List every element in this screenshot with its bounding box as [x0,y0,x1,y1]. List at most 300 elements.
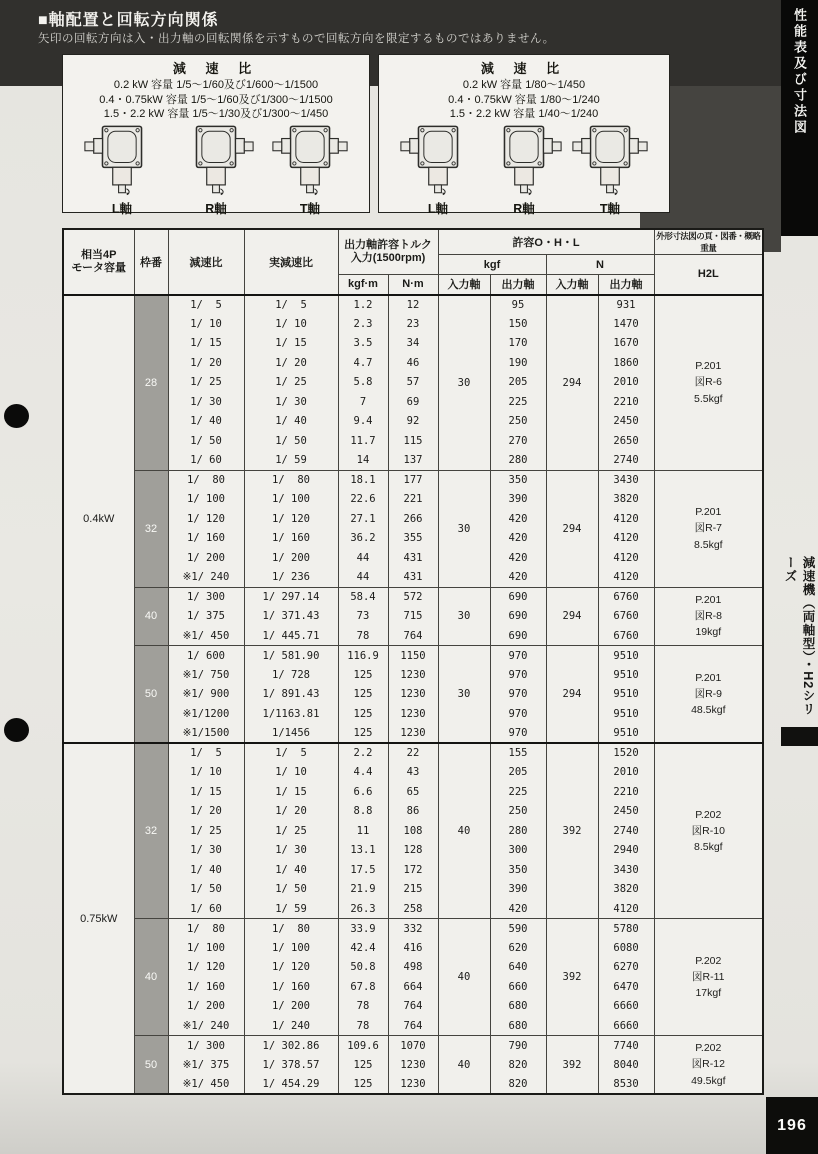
actual-ratio-cell: 1/ 120 [244,509,338,529]
ratio-cell: ※1/ 240 [168,1016,244,1036]
input-shaft-kgf-cell: 40 [438,1036,490,1095]
output-shaft-n-cell: 9510 [598,646,654,666]
torque-kgfm-cell: 50.8 [338,958,388,978]
actual-ratio-cell: 1/ 100 [244,490,338,510]
ratio-cell: ※1/1200 [168,704,244,724]
actual-ratio-cell: 1/ 236 [244,568,338,588]
input-shaft-n-cell: 392 [546,743,598,919]
output-shaft-n-cell: 4120 [598,899,654,919]
actual-ratio-cell: 1/ 454.29 [244,1075,338,1095]
ratio-cell: 1/ 375 [168,607,244,627]
note-figure: 図R-8 [694,610,722,623]
frame-number-cell: 40 [134,587,168,646]
output-shaft-kgf-cell: 390 [490,880,546,900]
output-shaft-kgf-cell: 680 [490,1016,546,1036]
torque-kgfm-cell: 125 [338,704,388,724]
col-dimension-ref: 外形寸法図の頁・図番・概略重量 [654,229,763,255]
actual-ratio-cell: 1/ 371.43 [244,607,338,627]
torque-kgfm-cell: 8.8 [338,802,388,822]
side-tab-performance [781,0,818,236]
output-shaft-n-cell: 3820 [598,490,654,510]
gearbox-l-axis-icon [397,123,479,199]
actual-ratio-cell: 1/ 59 [244,451,338,471]
output-shaft-n-cell: 2650 [598,431,654,451]
side-tab-series [784,556,814,728]
output-shaft-kgf-cell: 590 [490,919,546,939]
ratio-cell: 1/ 25 [168,821,244,841]
ratio-cell: 1/ 10 [168,314,244,334]
torque-nm-cell: 764 [388,997,438,1017]
output-shaft-kgf-cell: 970 [490,685,546,705]
torque-nm-cell: 22 [388,743,438,763]
note-page: P.201 [695,506,722,519]
torque-kgfm-cell: 73 [338,607,388,627]
output-shaft-kgf-cell: 280 [490,821,546,841]
output-shaft-kgf-cell: 820 [490,1055,546,1075]
ratio-cell: 1/ 200 [168,548,244,568]
torque-kgfm-cell: 27.1 [338,509,388,529]
ratio-box-left [62,54,370,216]
ratio-box-line: 1.5・2.2 kW 容量 1/5～1/30及び1/300～1/450 [103,108,329,121]
shaft-label: L軸 [111,201,133,216]
table-row [63,587,763,607]
output-shaft-kgf-cell: 350 [490,860,546,880]
table-row [63,1036,763,1056]
actual-ratio-cell: 1/ 891.43 [244,685,338,705]
torque-nm-cell: 46 [388,353,438,373]
table-header [63,229,763,295]
output-shaft-kgf-cell: 790 [490,1036,546,1056]
output-shaft-n-cell: 9510 [598,665,654,685]
output-shaft-n-cell: 2010 [598,373,654,393]
input-shaft-n-cell: 294 [546,587,598,646]
output-shaft-n-cell: 6760 [598,587,654,607]
dimension-note-cell [654,587,763,646]
ratio-box-title: 減 速 比 [480,61,568,76]
col-nm: N·m [388,275,438,295]
torque-kgfm-cell: 4.4 [338,763,388,783]
output-shaft-n-cell: 2940 [598,841,654,861]
torque-kgfm-cell: 22.6 [338,490,388,510]
table-row [63,743,763,763]
input-shaft-kgf-cell: 40 [438,919,490,1036]
torque-nm-cell: 108 [388,821,438,841]
col-frame-number: 枠番 [134,229,168,295]
actual-ratio-cell: 1/ 50 [244,880,338,900]
frame-number-cell: 32 [134,743,168,919]
output-shaft-kgf-cell: 620 [490,938,546,958]
torque-kgfm-cell: 9.4 [338,412,388,432]
ratio-box-line: 1.5・2.2 kW 容量 1/40～1/240 [449,108,599,121]
ratio-cell: ※1/ 750 [168,665,244,685]
frame-number-cell: 50 [134,1036,168,1095]
col-input-shaft-n: 入力軸 [546,275,598,295]
output-shaft-n-cell: 9510 [598,724,654,744]
actual-ratio-cell: 1/ 302.86 [244,1036,338,1056]
shaft-label: L軸 [427,201,449,216]
output-shaft-kgf-cell: 420 [490,509,546,529]
actual-ratio-cell: 1/ 25 [244,821,338,841]
actual-ratio-cell: 1/ 15 [244,334,338,354]
torque-kgfm-cell: 67.8 [338,977,388,997]
actual-ratio-cell: 1/ 5 [244,295,338,315]
torque-kgfm-cell: 36.2 [338,529,388,549]
actual-ratio-cell: 1/ 200 [244,548,338,568]
output-shaft-n-cell: 5780 [598,919,654,939]
torque-nm-cell: 65 [388,782,438,802]
actual-ratio-cell: 1/ 445.71 [244,626,338,646]
ratio-cell: 1/ 120 [168,958,244,978]
output-shaft-kgf-cell: 690 [490,587,546,607]
shaft-fig-l [81,123,163,217]
torque-kgfm-cell: 44 [338,548,388,568]
output-shaft-kgf-cell: 970 [490,724,546,744]
ratio-cell: 1/ 60 [168,451,244,471]
output-shaft-kgf-cell: 970 [490,665,546,685]
output-shaft-n-cell: 4120 [598,568,654,588]
note-figure: 図R-7 [694,522,722,535]
section-title: ■軸配置と回転方向関係 [38,12,219,29]
note-weight: 8.5kgf [693,538,723,551]
ratio-cell: 1/ 30 [168,392,244,412]
torque-nm-cell: 764 [388,626,438,646]
torque-kgfm-cell: 78 [338,997,388,1017]
shaft-label: R軸 [205,201,227,216]
col-output-shaft-n: 出力軸 [598,275,654,295]
table-row [63,470,763,490]
output-shaft-n-cell: 2210 [598,782,654,802]
output-shaft-n-cell: 2450 [598,412,654,432]
capacity-cell: 0.75kW [63,743,134,1094]
dimension-note-cell [654,919,763,1036]
torque-kgfm-cell: 116.9 [338,646,388,666]
torque-kgfm-cell: 42.4 [338,938,388,958]
ratio-box-lines [67,78,365,122]
actual-ratio-cell: 1/1456 [244,724,338,744]
spec-table-wrap [62,228,762,1095]
ratio-cell: 1/ 15 [168,334,244,354]
shaft-label: R軸 [513,201,535,216]
punch-hole-bottom [4,718,29,742]
ratio-cell: 1/ 40 [168,860,244,880]
input-shaft-kgf-cell: 40 [438,743,490,919]
shaft-label: T軸 [599,201,621,216]
ratio-cell: 1/ 300 [168,1036,244,1056]
torque-nm-cell: 23 [388,314,438,334]
output-shaft-n-cell: 6760 [598,626,654,646]
output-shaft-n-cell: 2740 [598,451,654,471]
torque-kgfm-cell: 3.5 [338,334,388,354]
output-shaft-n-cell: 6270 [598,958,654,978]
torque-kgfm-cell: 78 [338,1016,388,1036]
shaft-fig-r [483,123,565,217]
output-shaft-kgf-cell: 205 [490,763,546,783]
output-shaft-kgf-cell: 150 [490,314,546,334]
ratio-box-line: 0.2 kW 容量 1/80～1/450 [462,79,586,91]
torque-nm-cell: 177 [388,470,438,490]
output-shaft-kgf-cell: 970 [490,646,546,666]
torque-kgfm-cell: 33.9 [338,919,388,939]
output-shaft-n-cell: 6470 [598,977,654,997]
torque-nm-cell: 221 [388,490,438,510]
actual-ratio-cell: 1/ 240 [244,1016,338,1036]
torque-kgfm-cell: 26.3 [338,899,388,919]
output-shaft-n-cell: 2210 [598,392,654,412]
torque-kgfm-cell: 125 [338,665,388,685]
actual-ratio-cell: 1/ 160 [244,529,338,549]
ratio-cell: 1/ 30 [168,841,244,861]
ratio-cell: ※1/ 900 [168,685,244,705]
ratio-cell: ※1/ 450 [168,626,244,646]
output-shaft-n-cell: 9510 [598,704,654,724]
torque-kgfm-cell: 125 [338,1075,388,1095]
torque-kgfm-cell: 125 [338,1055,388,1075]
note-figure: 図R-12 [691,1058,725,1071]
torque-kgfm-cell: 11 [338,821,388,841]
ratio-box-lines [383,78,665,122]
torque-kgfm-cell: 13.1 [338,841,388,861]
output-shaft-n-cell: 6660 [598,997,654,1017]
torque-nm-cell: 43 [388,763,438,783]
output-shaft-n-cell: 3430 [598,470,654,490]
col-reduction-ratio: 減速比 [168,229,244,295]
dimension-note-cell [654,646,763,744]
gearbox-t-axis-icon [269,123,351,199]
torque-nm-cell: 1230 [388,1075,438,1095]
torque-nm-cell: 69 [388,392,438,412]
torque-nm-cell: 92 [388,412,438,432]
ratio-cell: 1/ 100 [168,938,244,958]
output-shaft-kgf-cell: 680 [490,997,546,1017]
input-shaft-kgf-cell: 30 [438,646,490,744]
ratio-cell: 1/ 25 [168,373,244,393]
output-shaft-kgf-cell: 280 [490,451,546,471]
torque-kgfm-cell: 125 [338,685,388,705]
ratio-cell: 1/ 80 [168,470,244,490]
torque-kgfm-cell: 1.2 [338,295,388,315]
output-shaft-n-cell: 8040 [598,1055,654,1075]
note-weight: 49.5kgf [691,1074,726,1087]
torque-kgfm-cell: 6.6 [338,782,388,802]
output-shaft-kgf-cell: 225 [490,392,546,412]
torque-nm-cell: 1150 [388,646,438,666]
col-output-torque: 出力軸許容トルク 入力(1500rpm) [338,229,438,275]
output-shaft-kgf-cell: 270 [490,431,546,451]
input-shaft-n-cell: 392 [546,1036,598,1095]
ratio-cell: 1/ 60 [168,899,244,919]
actual-ratio-cell: 1/ 40 [244,412,338,432]
ratio-cell: 1/ 100 [168,490,244,510]
note-page: P.201 [695,360,722,373]
torque-nm-cell: 86 [388,802,438,822]
output-shaft-kgf-cell: 190 [490,353,546,373]
output-shaft-kgf-cell: 95 [490,295,546,315]
output-shaft-n-cell: 8530 [598,1075,654,1095]
actual-ratio-cell: 1/ 20 [244,802,338,822]
punch-hole-top [4,404,29,428]
output-shaft-kgf-cell: 640 [490,958,546,978]
output-shaft-kgf-cell: 970 [490,704,546,724]
ratio-cell: 1/ 80 [168,919,244,939]
actual-ratio-cell: 1/ 15 [244,782,338,802]
torque-nm-cell: 172 [388,860,438,880]
ratio-box-right [378,54,670,216]
torque-nm-cell: 1230 [388,724,438,744]
ratio-cell: 1/ 5 [168,295,244,315]
col-kgf: kgf [438,255,546,275]
output-shaft-kgf-cell: 250 [490,412,546,432]
torque-kgfm-cell: 17.5 [338,860,388,880]
col-motor-capacity: 相当4P モータ容量 [63,229,134,295]
dimension-note-cell [654,743,763,919]
torque-nm-cell: 1230 [388,1055,438,1075]
output-shaft-n-cell: 1860 [598,353,654,373]
output-shaft-kgf-cell: 205 [490,373,546,393]
ratio-cell: 1/ 160 [168,529,244,549]
output-shaft-n-cell: 2450 [598,802,654,822]
output-shaft-n-cell: 2740 [598,821,654,841]
note-weight: 8.5kgf [693,841,723,854]
shaft-fig-l [397,123,479,217]
torque-kgfm-cell: 14 [338,451,388,471]
output-shaft-kgf-cell: 820 [490,1075,546,1095]
torque-nm-cell: 715 [388,607,438,627]
note-figure: 図R-6 [694,376,722,389]
actual-ratio-cell: 1/ 378.57 [244,1055,338,1075]
ratio-cell: ※1/ 240 [168,568,244,588]
gearbox-r-axis-icon [175,123,257,199]
torque-nm-cell: 215 [388,880,438,900]
output-shaft-n-cell: 6760 [598,607,654,627]
ratio-cell: 1/ 50 [168,880,244,900]
ratio-cell: 1/ 20 [168,353,244,373]
table-body [63,295,763,1095]
output-shaft-kgf-cell: 250 [490,802,546,822]
shaft-diagrams [67,122,365,217]
output-shaft-kgf-cell: 300 [490,841,546,861]
note-page: P.201 [695,593,722,606]
actual-ratio-cell: 1/ 728 [244,665,338,685]
table-row [63,919,763,939]
note-page: P.202 [695,954,722,967]
ratio-cell: 1/ 20 [168,802,244,822]
torque-kgfm-cell: 78 [338,626,388,646]
output-shaft-n-cell: 4120 [598,548,654,568]
output-shaft-n-cell: 3430 [598,860,654,880]
output-shaft-kgf-cell: 420 [490,568,546,588]
actual-ratio-cell: 1/ 80 [244,919,338,939]
actual-ratio-cell: 1/ 59 [244,899,338,919]
torque-nm-cell: 572 [388,587,438,607]
col-newton: N [546,255,654,275]
actual-ratio-cell: 1/ 25 [244,373,338,393]
side-tab-series-bar [781,727,818,746]
output-shaft-n-cell: 6660 [598,1016,654,1036]
actual-ratio-cell: 1/ 200 [244,997,338,1017]
torque-nm-cell: 664 [388,977,438,997]
side-tab-performance-label: 性能表及び寸法図 [792,8,807,136]
ratio-cell: 1/ 15 [168,782,244,802]
input-shaft-kgf-cell: 30 [438,295,490,471]
col-allowable-ohl: 許容O・H・L [438,229,654,255]
output-shaft-n-cell: 4120 [598,529,654,549]
actual-ratio-cell: 1/ 30 [244,392,338,412]
output-shaft-n-cell: 4120 [598,509,654,529]
output-shaft-kgf-cell: 170 [490,334,546,354]
output-shaft-n-cell: 1470 [598,314,654,334]
output-shaft-kgf-cell: 390 [490,490,546,510]
shaft-fig-t [569,123,651,217]
torque-nm-cell: 12 [388,295,438,315]
output-shaft-n-cell: 7740 [598,1036,654,1056]
output-shaft-kgf-cell: 350 [490,470,546,490]
note-figure: 図R-10 [691,824,725,837]
page-number: 196 [777,1116,807,1134]
note-page: P.201 [695,671,722,684]
ratio-cell: 1/ 50 [168,431,244,451]
torque-nm-cell: 137 [388,451,438,471]
actual-ratio-cell: 1/ 5 [244,743,338,763]
col-output-shaft-kgf: 出力軸 [490,275,546,295]
torque-nm-cell: 258 [388,899,438,919]
actual-ratio-cell: 1/ 20 [244,353,338,373]
ratio-box-line: 0.4・0.75kW 容量 1/80～1/240 [448,93,600,106]
torque-nm-cell: 34 [388,334,438,354]
torque-kgfm-cell: 125 [338,724,388,744]
col-actual-ratio: 実減速比 [244,229,338,295]
torque-nm-cell: 266 [388,509,438,529]
torque-kgfm-cell: 5.8 [338,373,388,393]
gearbox-r-axis-icon [483,123,565,199]
torque-nm-cell: 416 [388,938,438,958]
input-shaft-n-cell: 294 [546,646,598,744]
output-shaft-kgf-cell: 155 [490,743,546,763]
ratio-cell: 1/ 600 [168,646,244,666]
table-row [63,295,763,315]
shaft-fig-t [269,123,351,217]
frame-number-cell: 28 [134,295,168,471]
torque-kgfm-cell: 2.2 [338,743,388,763]
torque-kgfm-cell: 44 [338,568,388,588]
torque-kgfm-cell: 7 [338,392,388,412]
frame-number-cell: 40 [134,919,168,1036]
frame-number-cell: 50 [134,646,168,744]
torque-nm-cell: 128 [388,841,438,861]
torque-kgfm-cell: 2.3 [338,314,388,334]
actual-ratio-cell: 1/ 50 [244,431,338,451]
ratio-cell: 1/ 160 [168,977,244,997]
output-shaft-kgf-cell: 420 [490,899,546,919]
ratio-box-line: 0.2 kW 容量 1/5～1/60及び1/600～1/1500 [113,79,319,91]
torque-nm-cell: 1230 [388,685,438,705]
note-figure: 図R-11 [692,970,725,983]
shaft-diagrams [383,122,665,217]
output-shaft-n-cell: 1670 [598,334,654,354]
torque-nm-cell: 498 [388,958,438,978]
torque-nm-cell: 57 [388,373,438,393]
note-figure: 図R-9 [694,687,722,700]
torque-nm-cell: 431 [388,568,438,588]
torque-kgfm-cell: 58.4 [338,587,388,607]
section-subtitle: 矢印の回転方向は入・出力軸の回転関係を示すもので回転方向を限定するものではありません。 [38,33,555,45]
dimension-note-cell [654,295,763,471]
gearbox-l-axis-icon [81,123,163,199]
note-weight: 48.5kgf [691,704,726,717]
actual-ratio-cell: 1/ 30 [244,841,338,861]
input-shaft-kgf-cell: 30 [438,587,490,646]
actual-ratio-cell: 1/ 40 [244,860,338,880]
table-row [63,646,763,666]
